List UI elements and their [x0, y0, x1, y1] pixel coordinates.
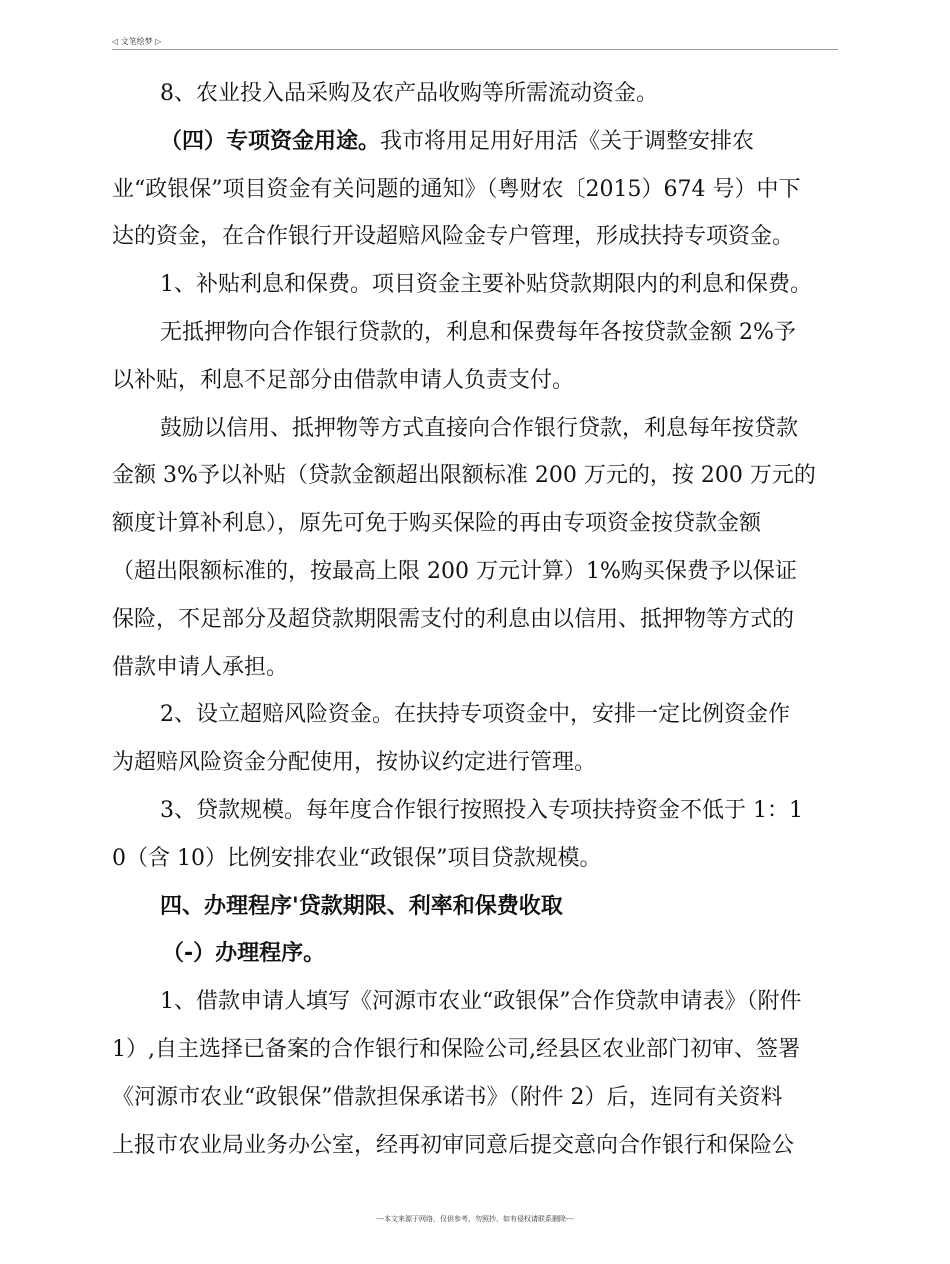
paragraph-line: 8、农业投入品采购及农产品收购等所需流动资金。	[160, 81, 658, 106]
paragraph-line: 《河源市农业“政银保”借款担保承诺书》（附件 2）后，连同有关资料	[112, 1084, 783, 1110]
paragraph-line: 3、贷款规模。每年度合作银行按照投入专项扶持资金不低于 1：1	[160, 797, 803, 823]
page-footer: ---本文来源于网络，仅供参考，勿照抄，如有侵权请联系删除---	[376, 1215, 574, 1223]
paragraph-line: 2、设立超赔风险资金。在扶持专项资金中，安排一定比例资金作	[160, 702, 790, 728]
paragraph-line: 额度计算补利息），原先可免于购买保险的再由专项资金按贷款金额	[112, 511, 762, 537]
document-body	[112, 70, 838, 1169]
paragraph-line: 鼓励以信用、抵押物等方式直接向合作银行贷款，利息每年按贷款	[160, 415, 799, 441]
paragraph-line: 借款申请人承担。	[112, 654, 289, 680]
paragraph-line: 以补贴，利息不足部分由借款申请人负责支付。	[112, 367, 575, 393]
paragraph-line: 1、补贴利息和保费。项目资金主要补贴贷款期限内的利息和保费。	[160, 272, 812, 298]
paragraph-line: 达的资金，在合作银行开设超赔风险金专户管理，形成扶持专项资金。	[112, 224, 795, 250]
paragraph-line: （超出限额标准的，按最高上限 200 万元计算）1%购买保费予以保证	[112, 558, 797, 584]
paragraph-line: 上报市农业局业务办公室，经再初审同意后提交意向合作银行和保险公	[112, 1132, 795, 1158]
paragraph-line: 金额 3%予以补贴（贷款金额超出限额标准 200 万元的，按 200 万元的	[112, 463, 816, 489]
paragraph-line: 保险，不足部分及超贷款期限需支付的利息由以信用、抵押物等方式的	[112, 606, 795, 632]
subsection-heading: （-）办理程序。	[162, 941, 326, 967]
section-heading: 四、办理程序'贷款期限、利率和保费收取	[160, 893, 563, 919]
paragraph-line	[112, 118, 838, 166]
paragraph-line: 业“政银保”项目资金有关问题的通知》（粤财农〔2015）674 号）中下	[112, 176, 801, 202]
paragraph-text: 我市将用足用好用活《关于调整安排农	[380, 128, 755, 154]
page-header: ◁ 文笔绘梦 ▷	[112, 37, 162, 46]
paragraph-line: 1）,自主选择已备案的合作银行和保险公司,经县区农业部门初审、签署	[112, 1036, 800, 1062]
paragraph-line: 0（含 10）比例安排农业“政银保”项目贷款规模。	[112, 845, 602, 871]
paragraph-line: 1、借款申请人填写《河源市农业“政银保”合作贷款申请表》（附件	[160, 989, 802, 1015]
section-heading-inline: （四）专项资金用途。	[160, 128, 381, 154]
paragraph-line: 为超赔风险资金分配使用，按协议约定进行管理。	[112, 750, 597, 776]
header-divider	[112, 49, 838, 50]
paragraph-line: 无抵押物向合作银行贷款的，利息和保费每年各按贷款金额 2%予	[160, 319, 796, 345]
